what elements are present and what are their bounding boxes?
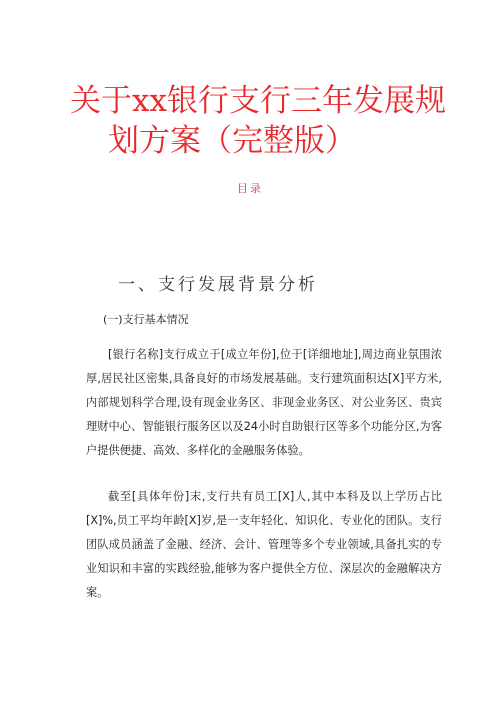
document-title-line-2: 划方案（完整版） — [108, 123, 356, 159]
body-paragraph-2: 截至[具体年份]末,支行共有员工[X]人,其中本科及以上学历占比[X]%,员工平均年龄[X]岁,是一支年轻化、知识化、专业化的团队。支行团队成员涵盖了金融、经济、会计、管理等多个专业领域,具备扎实的专业知识和丰富的实践经验,能够为客户提供全方位、深层次的金融解决方案。 — [86, 490, 442, 599]
document-title-line-1: 关于xx银行支行三年发展规 — [70, 83, 446, 119]
section-heading: 一、支行发展背景分析 — [118, 275, 318, 295]
subsection-heading: (一)支行基本情况 — [103, 313, 189, 326]
table-of-contents-label[interactable]: 目录 — [237, 182, 263, 195]
body-paragraph-1: [银行名称]支行成立于[成立年份],位于[详细地址],周边商业氛围浓厚,居民社区密集,具备良好的市场发展基础。支行建筑面积达[X]平方米,内部规划科学合理,设有现金业务区、非现金业务区、对公业务区、贵宾理财中心、智能银行服务区以及24小时自助银行区等多个功能分区,为客户提供便捷、高效、多样化的金融服务体验。 — [86, 348, 442, 457]
